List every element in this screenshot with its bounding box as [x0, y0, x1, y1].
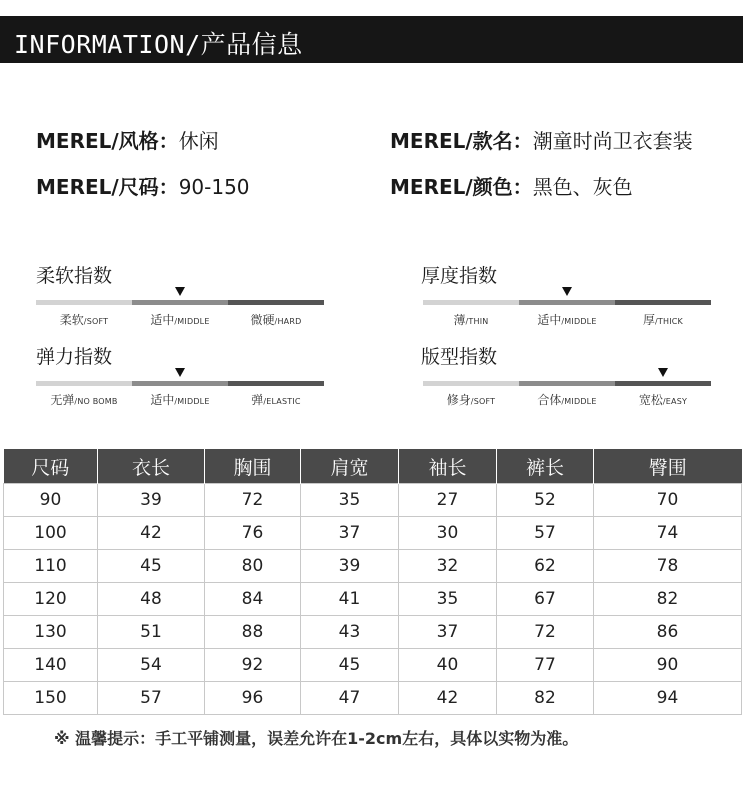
info-color-value: 黑色、灰色	[532, 175, 633, 199]
softness-index-marker	[175, 287, 185, 296]
table-cell: 130	[4, 616, 98, 649]
thickness-option-middle: 适中/MIDDLE	[537, 313, 597, 327]
table-row	[4, 583, 742, 616]
table-cell: 41	[301, 583, 399, 616]
softness-option-middle: 适中/MIDDLE	[150, 313, 210, 327]
table-cell: 42	[399, 682, 497, 715]
col-header-sleeve: 袖长	[399, 449, 497, 484]
fit-option-loose: 宽松/EASY	[638, 393, 688, 407]
col-header-pants-length: 裤长	[497, 449, 594, 484]
elasticity-option-middle: 适中/MIDDLE	[150, 393, 210, 407]
info-size-key: MEREL/尺码：	[36, 175, 179, 199]
info-size	[36, 171, 250, 200]
table-cell: 45	[98, 550, 205, 583]
elasticity-index-scale	[36, 381, 324, 386]
table-row	[4, 550, 742, 583]
table-cell: 39	[98, 484, 205, 517]
table-cell: 37	[399, 616, 497, 649]
table-cell: 51	[98, 616, 205, 649]
elasticity-option-none: 无弹/NO BOMB	[50, 393, 118, 407]
size-table-header-row	[4, 449, 742, 484]
info-style-value: 休闲	[178, 129, 219, 153]
info-model-value: 潮童时尚卫衣套装	[532, 129, 693, 153]
table-cell: 39	[301, 550, 399, 583]
table-cell: 82	[497, 682, 594, 715]
table-cell: 77	[497, 649, 594, 682]
table-cell: 150	[4, 682, 98, 715]
softness-option-soft: 柔软/SOFT	[59, 313, 109, 327]
table-row	[4, 616, 742, 649]
table-cell: 67	[497, 583, 594, 616]
table-cell: 70	[594, 484, 742, 517]
table-cell: 92	[205, 649, 301, 682]
fit-option-regular: 合体/MIDDLE	[537, 393, 597, 407]
table-row	[4, 517, 742, 550]
col-header-chest: 胸围	[205, 449, 301, 484]
table-cell: 43	[301, 616, 399, 649]
table-cell: 84	[205, 583, 301, 616]
info-style-key: MEREL/风格：	[36, 129, 179, 153]
table-cell: 88	[205, 616, 301, 649]
elasticity-index-title: 弹力指数	[36, 346, 113, 368]
info-model-key: MEREL/款名：	[390, 129, 533, 153]
table-cell: 35	[399, 583, 497, 616]
softness-index-title: 柔软指数	[36, 265, 113, 287]
table-cell: 72	[205, 484, 301, 517]
thickness-option-thick: 厚/THICK	[642, 313, 683, 327]
table-cell: 42	[98, 517, 205, 550]
table-cell: 78	[594, 550, 742, 583]
table-cell: 74	[594, 517, 742, 550]
table-cell: 52	[497, 484, 594, 517]
table-cell: 57	[497, 517, 594, 550]
col-header-length: 衣长	[98, 449, 205, 484]
fit-index-marker	[658, 368, 668, 377]
thickness-index-scale	[423, 300, 711, 305]
table-cell: 96	[205, 682, 301, 715]
info-color-key: MEREL/颜色：	[390, 175, 533, 199]
table-cell: 30	[399, 517, 497, 550]
info-color	[390, 171, 633, 200]
elasticity-option-elastic: 弹/ELASTIC	[251, 393, 301, 407]
table-cell: 47	[301, 682, 399, 715]
table-row	[4, 484, 742, 517]
table-cell: 35	[301, 484, 399, 517]
table-row	[4, 682, 742, 715]
table-cell: 80	[205, 550, 301, 583]
header-title: INFORMATION/产品信息	[14, 30, 303, 59]
table-cell: 48	[98, 583, 205, 616]
table-cell: 76	[205, 517, 301, 550]
table-cell: 94	[594, 682, 742, 715]
info-model	[390, 125, 693, 154]
table-cell: 120	[4, 583, 98, 616]
table-cell: 100	[4, 517, 98, 550]
table-cell: 32	[399, 550, 497, 583]
table-cell: 90	[4, 484, 98, 517]
table-cell: 82	[594, 583, 742, 616]
table-cell: 45	[301, 649, 399, 682]
table-cell: 37	[301, 517, 399, 550]
softness-option-hard: 微硬/HARD	[250, 313, 302, 327]
fit-option-slim: 修身/SOFT	[446, 393, 496, 407]
table-cell: 27	[399, 484, 497, 517]
col-header-shoulder: 肩宽	[301, 449, 399, 484]
fit-index-title: 版型指数	[421, 346, 498, 368]
softness-index-scale	[36, 300, 324, 305]
table-cell: 62	[497, 550, 594, 583]
table-cell: 90	[594, 649, 742, 682]
info-style	[36, 125, 219, 154]
table-cell: 54	[98, 649, 205, 682]
measurement-note: ※ 温馨提示：手工平铺测量，误差允许在1-2cm左右，具体以实物为准。	[54, 729, 579, 748]
thickness-index-title: 厚度指数	[421, 265, 498, 287]
table-cell: 110	[4, 550, 98, 583]
size-table-body	[4, 484, 742, 715]
table-cell: 40	[399, 649, 497, 682]
size-table	[3, 449, 742, 715]
table-cell: 57	[98, 682, 205, 715]
col-header-size: 尺码	[4, 449, 98, 484]
table-row	[4, 649, 742, 682]
table-cell: 72	[497, 616, 594, 649]
table-cell: 86	[594, 616, 742, 649]
fit-index-scale	[423, 381, 711, 386]
col-header-hip: 臀围	[594, 449, 742, 484]
thickness-index-marker	[562, 287, 572, 296]
table-cell: 140	[4, 649, 98, 682]
header-bar	[0, 16, 743, 63]
elasticity-index-marker	[175, 368, 185, 377]
info-size-value: 90-150	[178, 175, 250, 199]
thickness-option-thin: 薄/THIN	[453, 313, 489, 327]
